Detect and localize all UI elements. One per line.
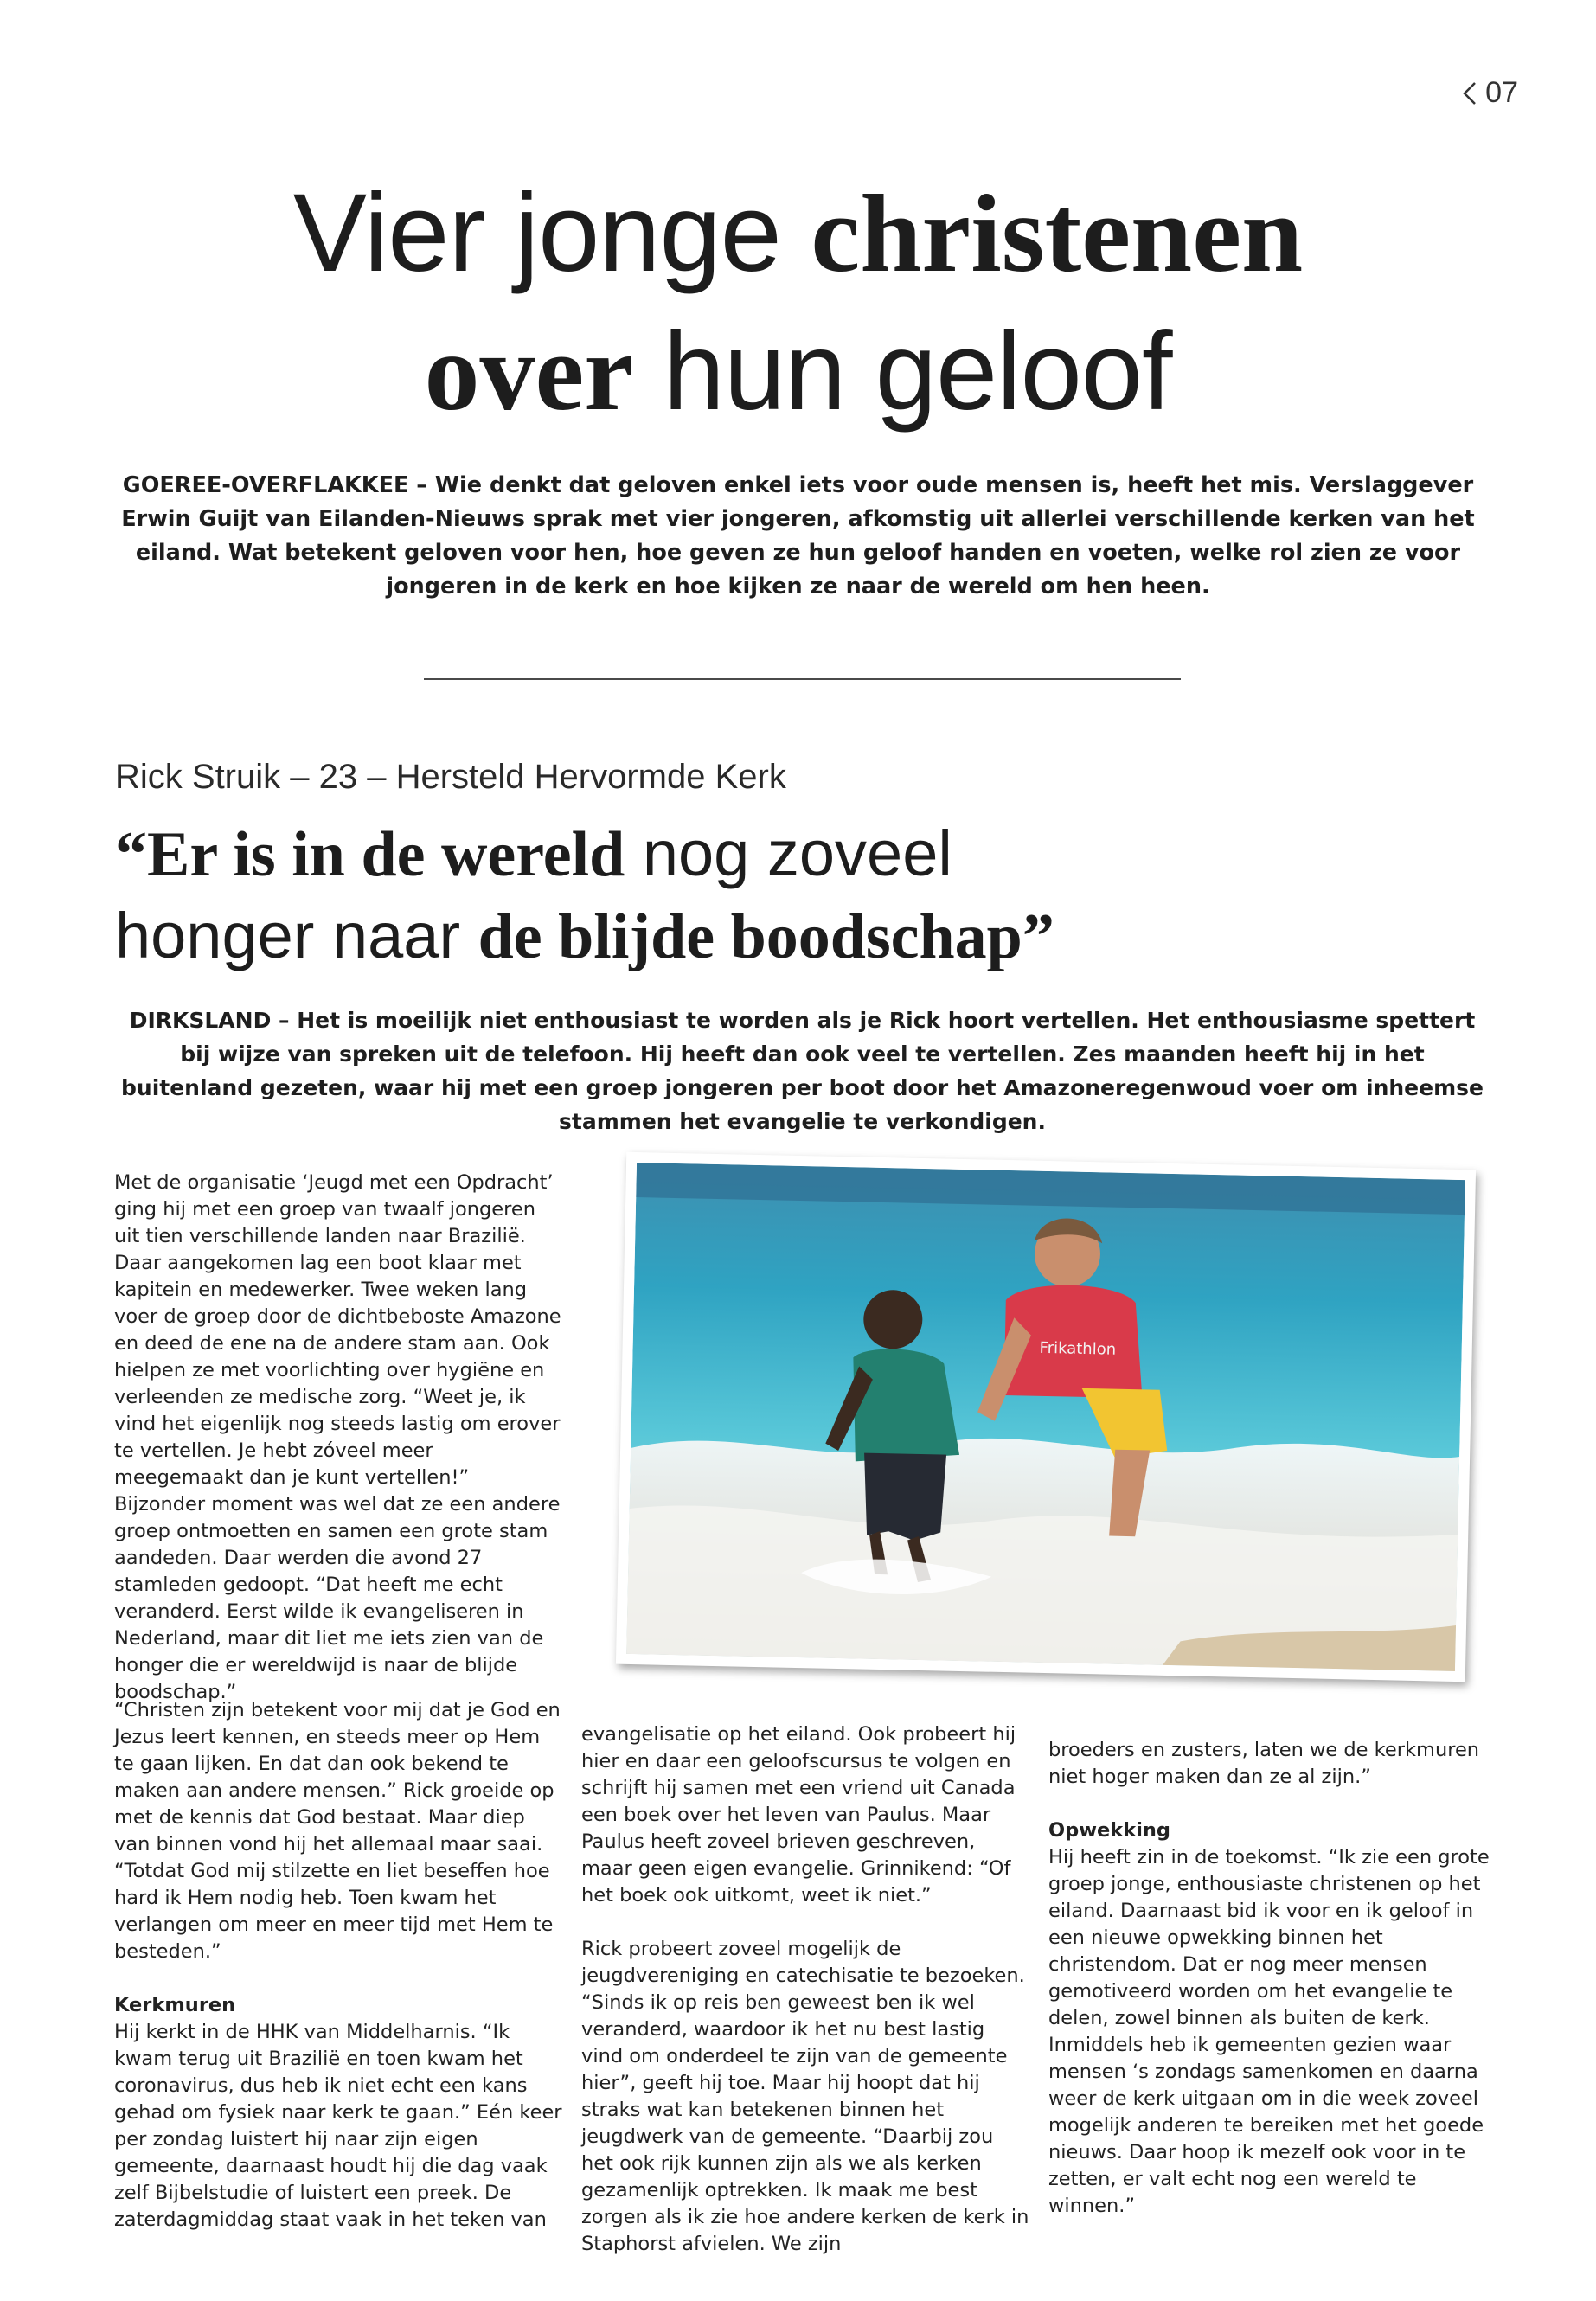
page-title — [0, 164, 1596, 441]
article-lead: DIRKSLAND – Het is moeilijk niet enthousiast te worden als je Rick hoort vertellen. Het enthousiasme spettert bij wijze van spreken uit de telefoon. Hij heeft dan ook veel te vertellen. Zes maanden heeft hij in het buitenland gezeten, waar hij met een groep jongeren per boot door het Amazoneregenwoud voer om inheemse stammen het evangelie te verkondigen. — [121, 1008, 1484, 1134]
column-3 — [1048, 1737, 1498, 2247]
col2-paragraph-1: evangelisatie op het eiland. Ook probeert hij hier en daar een geloofscursus te volgen en schrijft hij samen met een vriend uit Canada een boek over het leven van Paulus. Maar Paulus heeft zoveel brieven geschreven, maar geen eigen evangelie. Grinnikend: “Of het boek ook uitkomt, weet ik niet.” — [581, 1723, 1016, 1907]
subheading-kerkmuren: Kerkmuren — [114, 1994, 236, 2016]
article-headline-quote — [115, 813, 1499, 977]
column-1-top — [114, 1170, 564, 1733]
page-number — [1459, 76, 1518, 110]
quote-bold1: “Er is in de wereld — [115, 819, 625, 890]
quote-bold2: de blijde boodschap” — [478, 901, 1054, 972]
title-part2: hun geloof — [633, 310, 1172, 433]
article-photo — [616, 1152, 1476, 1682]
col1-paragraph-1: Met de organisatie ‘Jeugd met een Opdracht’ ging hij met een groep van twaalf jongeren uit tien verschillende landen naar Brazilië. Daar aangekomen lag een boot klaar met kapitein en medewerker. Twee weken lang voer de groep door de dichtbeboste Amazone en deed de ene na de andere stam aan. Ook hielpen ze met voorlichting over hygiëne en verleenden ze medische zorg. “Weet je, ik vind het eigenlijk nog steeds lastig om erover te vertellen. Je hebt zóveel meer meegemaakt dan je kunt vertellen!” Bijzonder moment was wel dat ze een andere groep ontmoetten en samen een grote stam aandeden. Daar werden die avond 27 stamleden gedoopt. “Dat heeft me echt veranderd. Eerst wilde ik evangeliseren in Nederland, maar dit liet me iets zien van de honger die er wereldwijd is naar de blijde boodschap.” — [114, 1171, 561, 1703]
beach-photo-illustration — [626, 1163, 1465, 1671]
section-divider — [424, 678, 1181, 680]
col3-paragraph-2: Hij heeft zin in de toekomst. “Ik zie een grote groep jonge, enthousiaste christenen op het eiland. Daarnaast bid ik voor en ik geloof in een nieuwe opwekking binnen het christendom. Dat er nog meer mensen gemotiveerd worden om het evangelie te delen, zowel binnen als buiten de kerk. Inmiddels heb ik gemeenten gezien waar mensen ‘s zondags samenkomen en daarna weer de kerk uitgaan om in die week zoveel mogelijk anderen te bereiken met het goede nieuws. Daar hoop ik mezelf ook voor in te zetten, er valt echt nog een wereld te winnen.” — [1048, 1846, 1490, 2217]
shirt-text: Frikathlon — [1039, 1338, 1117, 1359]
quote-light2: honger naar — [115, 900, 478, 971]
title-bold1: christenen — [811, 172, 1304, 295]
intro-paragraph: GOEREE-OVERFLAKKEE – Wie denkt dat geloven enkel iets voor oude mensen is, heeft het mis. Verslaggever Erwin Guijt van Eilanden-Nieuws sprak met vier jongeren, afkomstig uit allerlei verschillende kerken van het eiland. Wat betekent geloven voor hen, hoe geven ze hun geloof handen en voeten, welke rol zien ze voor jongeren in de kerk en hoe kijken ze naar de wereld om hen heen. — [121, 472, 1475, 599]
article-byline: Rick Struik – 23 – Hersteld Hervormde Kerk — [115, 758, 786, 796]
child-shorts — [862, 1453, 946, 1541]
col1-paragraph-3: Hij kerkt in de HHK van Middelharnis. “Ik kwam terug uit Brazilië en toen kwam het coronavirus, dus heb ik niet echt een kans gehad om fysiek naar kerk te gaan.” Eén keer per zondag luistert hij naar zijn eigen gemeente, daarnaast houdt hij die dag vaak zelf Bijbelstudie of luistert een preek. De zaterdagmiddag staat vaak in het teken van — [114, 2021, 562, 2231]
col2-paragraph-2: Rick probeert zoveel mogelijk de jeugdvereniging en catechisatie te bezoeken. “Sinds ik op reis ben geweest ben ik wel veranderd, waardoor ik het nu best lastig vind om onderdeel te zijn van de gemeente hier”, geeft hij toe. Maar hij hoopt dat hij straks wat kan betekenen binnen het jeugdwerk van de gemeente. “Daarbij zou het ook rijk kunnen zijn als we als kerken gezamenlijk optrekken. Ik maak me best zorgen als ik zie hoe andere kerken de kerk in Staphorst afvielen. We zijn — [581, 1938, 1029, 2255]
subheading-opwekking: Opwekking — [1048, 1819, 1171, 1842]
column-2 — [581, 1721, 1031, 2285]
title-bold2: over — [424, 311, 634, 433]
quote-light1: nog zoveel — [625, 817, 952, 889]
title-part1: Vier jonge — [292, 171, 811, 295]
column-1-bottom — [114, 1697, 564, 2260]
col3-paragraph-1: broeders en zusters, laten we de kerkmuren niet hoger maken dan ze al zijn.” — [1048, 1739, 1480, 1788]
col1-paragraph-2: “Christen zijn betekent voor mij dat je God en Jezus leert kennen, en steeds meer op Hem te gaan lijken. En dat dan ook bekend te maken aan andere mensen.” Rick groeide op met de kennis dat God bestaat. Maar diep van binnen vond hij het allemaal maar saai. “Totdat God mij stilzette en liet beseffen hoe hard ik Hem nodig heb. Toen kwam het verlangen om meer en meer tijd met Hem te besteden.” — [114, 1699, 561, 1963]
chevron-left-icon — [1459, 80, 1480, 106]
page-number-label: 07 — [1485, 76, 1518, 109]
